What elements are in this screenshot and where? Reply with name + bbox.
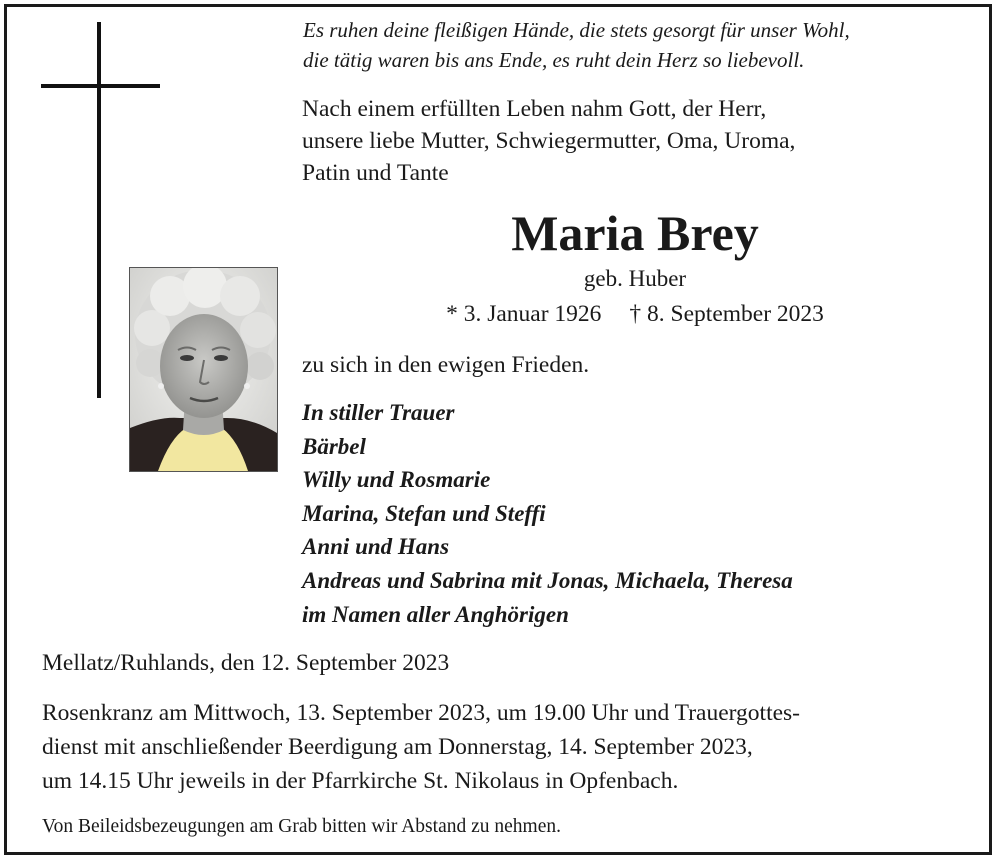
place-date: Mellatz/Ruhlands, den 12. September 2023 xyxy=(42,650,450,676)
service-line: um 14.15 Uhr jeweils in der Pfarrkirche St. Nikolaus in Opfenbach. xyxy=(42,768,679,794)
intro-line: unsere liebe Mutter, Schwiegermutter, Oma, Uroma, xyxy=(302,128,796,154)
death-date: † 8. September 2023 xyxy=(629,301,824,327)
verse-line: die tätig waren bis ans Ende, es ruht dein Herz so liebevoll. xyxy=(303,48,805,72)
mourner-item: Marina, Stefan und Steffi xyxy=(302,500,546,526)
cross-icon xyxy=(97,22,101,398)
verse xyxy=(303,15,850,75)
service-line: dienst mit anschließender Beerdigung am Donnerstag, 14. September 2023, xyxy=(42,734,753,760)
cross-icon-bar xyxy=(41,84,160,88)
mourner-item: Anni und Hans xyxy=(302,534,450,560)
maiden-name: geb. Huber xyxy=(583,266,687,291)
service-info xyxy=(42,696,800,798)
condolence-note: Von Beileidsbezeugungen am Grab bitten wir Abstand zu nehmen. xyxy=(42,816,561,837)
mourner-item: Bärbel xyxy=(302,433,366,459)
verse-line: Es ruhen deine fleißigen Hände, die stets gesorgt für unser Wohl, xyxy=(303,18,850,42)
service-line: Rosenkranz am Mittwoch, 13. September 2023, um 19.00 Uhr und Trauergottes- xyxy=(42,700,801,726)
mourner-item: Andreas und Sabrina mit Jonas, Michaela, Theresa xyxy=(302,567,793,593)
deceased-name: Maria Brey xyxy=(511,205,759,261)
closing-phrase: zu sich in den ewigen Frieden. xyxy=(302,352,590,378)
birth-date: * 3. Januar 1926 xyxy=(446,301,602,327)
portrait-photo xyxy=(129,267,278,472)
mourners-heading: In stiller Trauer xyxy=(302,400,455,425)
mourners-list xyxy=(302,396,793,631)
life-dates xyxy=(302,298,968,330)
mourner-item: im Namen aller Anghörigen xyxy=(302,601,569,627)
intro-line: Nach einem erfüllten Leben nahm Gott, der Herr, xyxy=(302,96,767,122)
mourner-item: Willy und Rosmarie xyxy=(302,467,491,493)
intro-line: Patin und Tante xyxy=(302,160,449,186)
intro-text xyxy=(302,93,795,189)
